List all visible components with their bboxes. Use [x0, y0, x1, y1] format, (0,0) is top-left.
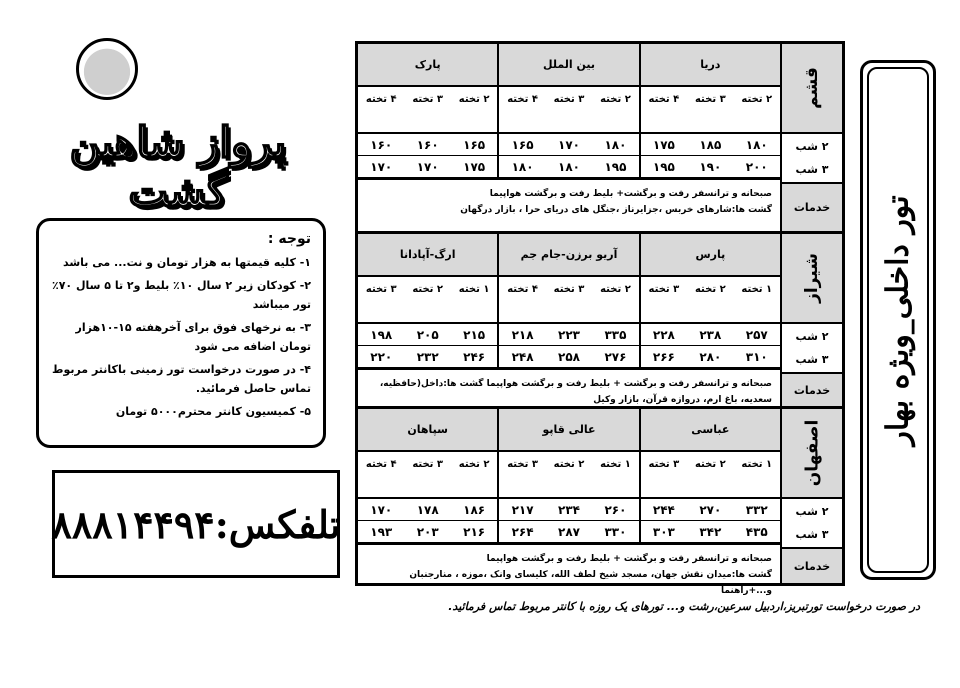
price-cell: ۲۲۰: [370, 350, 393, 364]
bed-type: ۴ تخته: [365, 459, 397, 470]
price-group: [497, 521, 638, 542]
price-cell: ۱۷۵: [652, 138, 675, 152]
bed-type-row: [358, 452, 780, 499]
price-row-3-nights: [358, 521, 780, 543]
bed-type: ۱ تخته: [741, 284, 773, 295]
price-group: [358, 346, 497, 367]
price-cell: ۳۰۳: [652, 525, 675, 539]
price-group: [497, 324, 638, 345]
phone-box: [52, 470, 340, 578]
bed-group: [639, 452, 780, 497]
price-cell: ۲۰۵: [416, 328, 439, 342]
services-line: گشت ها:میدان نقش جهان، مسجد شیخ لطف الله، کلیسای وانک ،موزه ، منارجنبان و...+راهنما: [409, 570, 772, 596]
note-item: ۲- کودکان زیر ۲ سال ۱۰٪ بلیط و۲ تا ۵ سال ۷۰٪ تور میباشد: [51, 279, 311, 311]
price-cell: ۲۸۰: [699, 350, 722, 364]
note-item: ۱- کلیه قیمتها به هزار تومان و نت... می باشد: [63, 256, 311, 269]
price-group: [639, 156, 780, 177]
price-cell: ۲۱۵: [463, 328, 486, 342]
price-group: [358, 499, 497, 520]
section-body: [358, 409, 780, 596]
bed-group: [358, 277, 497, 322]
city-section: [358, 409, 842, 596]
phone-number: تلفکس:۸۸۸۱۴۴۹۴: [51, 501, 341, 547]
price-row-2-nights: [358, 134, 780, 156]
bed-type-row: [358, 87, 780, 134]
price-cell: ۱۷۰: [558, 138, 580, 152]
price-cell: ۱۸۰: [511, 160, 534, 174]
city-name: قشم: [802, 67, 823, 109]
bed-group: [358, 452, 497, 497]
price-group: [358, 156, 497, 177]
bed-type: ۳ تخته: [412, 459, 444, 470]
note-item: ۵- کمیسیون کانتر محترم۵۰۰۰ تومان: [115, 405, 311, 418]
night3-label: ۳ شب: [795, 163, 829, 176]
price-cell: ۲۲۳: [558, 328, 580, 342]
hotel-name: آریو برزن-جام جم: [497, 234, 638, 275]
bed-type: ۲ تخته: [412, 284, 444, 295]
services-cell: [358, 178, 780, 224]
price-cell: ۳۳۵: [604, 328, 627, 342]
services-label: خدمات: [782, 547, 842, 583]
price-cell: ۱۸۵: [699, 138, 722, 152]
bed-type: ۲ تخته: [553, 459, 585, 470]
notes-title: توجه :: [267, 231, 311, 247]
price-group: [639, 324, 780, 345]
price-group: [358, 324, 497, 345]
hotel-name: بین الملل: [497, 44, 638, 85]
city-column: [780, 409, 842, 583]
price-cell: ۱۹۵: [652, 160, 675, 174]
bed-group: [497, 87, 638, 132]
price-cell: ۱۶۰: [370, 138, 393, 152]
note-item: ۳- به نرخهای فوق برای آخرهفته ۱۵-۱۰هزار تومان اضافه می شود: [75, 321, 311, 353]
price-cell: ۱۸۰: [604, 138, 627, 152]
price-group: [639, 521, 780, 542]
bed-type: ۲ تخته: [694, 459, 726, 470]
hotel-row: [358, 409, 780, 452]
footer-note: در صورت درخواست تورتبریز،اردبیل سرعین،رشت و... تورهای یک روزه با کانتر مربوط تماس فرمائید.: [448, 600, 920, 613]
price-cell: ۱۶۵: [511, 138, 534, 152]
price-cell: ۲۴۴: [652, 503, 675, 517]
price-cell: ۲۴۶: [463, 350, 486, 364]
services-label: خدمات: [782, 372, 842, 406]
bed-type: ۳ تخته: [648, 459, 680, 470]
pricing-table: [355, 41, 845, 596]
company-logo-icon: [76, 38, 138, 100]
hotel-name: پارک: [358, 44, 497, 85]
bed-type: ۱ تخته: [600, 459, 631, 470]
price-cell: ۲۴۸: [511, 350, 534, 364]
price-cell: ۲۲۸: [652, 328, 675, 342]
price-group: [358, 521, 497, 542]
price-group: [497, 134, 638, 155]
price-cell: ۱۸۰: [558, 160, 580, 174]
bed-group: [497, 277, 638, 322]
price-row-2-nights: [358, 324, 780, 346]
price-cell: ۱۶۰: [416, 138, 439, 152]
night3-label: ۳ شب: [795, 353, 829, 366]
tour-banner-title: تور داخلی_ویژه بهار: [880, 194, 916, 446]
price-cell: ۲۸۷: [558, 525, 580, 539]
price-cell: ۱۹۰: [699, 160, 722, 174]
price-cell: ۲۰۰: [745, 160, 768, 174]
bed-type: ۳ تخته: [553, 284, 585, 295]
night2-label: ۲ شب: [795, 140, 829, 153]
city-column: [780, 234, 842, 406]
city-section: [358, 234, 842, 409]
hotel-name: عباسی: [639, 409, 780, 450]
bed-type: ۳ تخته: [553, 94, 585, 105]
price-row-3-nights: [358, 156, 780, 178]
city-name: اصفهان: [801, 419, 822, 487]
bed-type: ۳ تخته: [648, 284, 680, 295]
price-group: [639, 134, 780, 155]
price-cell: ۱۶۵: [463, 138, 486, 152]
note-item: ۴- در صورت درخواست تور زمینی باکانتر مربوط تماس حاصل فرمائید.: [52, 363, 311, 395]
price-cell: ۱۸۶: [463, 503, 486, 517]
price-cell: ۲۱۶: [463, 525, 486, 539]
city-name: شیراز: [802, 253, 823, 303]
price-group: [639, 499, 780, 520]
night2-label: ۲ شب: [795, 330, 829, 343]
price-cell: ۲۶۴: [511, 525, 534, 539]
bed-type: ۴ تخته: [365, 94, 397, 105]
price-cell: ۱۹۸: [370, 328, 393, 342]
hotel-name: عالی قاپو: [497, 409, 638, 450]
bed-type: ۳ تخته: [507, 459, 538, 470]
bed-type: ۱ تخته: [458, 284, 490, 295]
section-body: [358, 44, 780, 231]
bed-group: [639, 277, 780, 322]
price-cell: ۲۳۲: [416, 350, 439, 364]
price-cell: ۱۹۵: [604, 160, 627, 174]
bed-type: ۲ تخته: [458, 459, 490, 470]
hotel-name: ارگ-آپادانا: [358, 234, 497, 275]
bed-type: ۴ تخته: [648, 94, 680, 105]
price-cell: ۲۳۸: [699, 328, 722, 342]
price-cell: ۲۰۳: [416, 525, 439, 539]
price-cell: ۱۷۰: [416, 160, 439, 174]
hotel-name: پارس: [639, 234, 780, 275]
price-row-3-nights: [358, 346, 780, 368]
bed-type: ۲ تخته: [458, 94, 490, 105]
price-cell: ۱۹۳: [370, 525, 393, 539]
price-cell: ۲۵۸: [558, 350, 580, 364]
tour-banner-inner: [867, 67, 929, 573]
price-group: [497, 346, 638, 367]
services-line: صبحانه و ترانسفر رفت و برگشت+ بلیط رفت و برگشت هواپیما: [489, 189, 772, 199]
price-cell: ۱۷۸: [416, 503, 439, 517]
hotel-name: سپاهان: [358, 409, 497, 450]
hotel-row: [358, 44, 780, 87]
price-group: [639, 346, 780, 367]
bed-type: ۳ تخته: [412, 94, 444, 105]
city-section: [358, 44, 842, 234]
price-cell: ۲۳۴: [558, 503, 580, 517]
city-name-cell: [782, 409, 842, 499]
bed-type-row: [358, 277, 780, 324]
night2-label: ۲ شب: [795, 505, 829, 518]
price-cell: ۲۷۰: [699, 503, 722, 517]
price-cell: ۳۱۰: [745, 350, 768, 364]
bed-type: ۴ تخته: [507, 94, 538, 105]
bed-type: ۲ تخته: [600, 284, 631, 295]
city-name-cell: [782, 44, 842, 134]
bed-type: ۲ تخته: [600, 94, 631, 105]
price-cell: ۲۶۰: [604, 503, 627, 517]
price-cell: ۳۴۲: [699, 525, 722, 539]
services-line: صبحانه و ترانسفر رفت و برگشت + بلیط رفت و برگشت هواپیما: [486, 554, 772, 564]
bed-type: ۴ تخته: [507, 284, 538, 295]
notes-box: [36, 218, 326, 448]
bed-type: ۲ تخته: [741, 94, 773, 105]
price-cell: ۳۳۰: [604, 525, 627, 539]
section-body: [358, 234, 780, 406]
brand-name: پرواز شاهین گشت: [69, 118, 287, 216]
bed-group: [639, 87, 780, 132]
price-group: [497, 499, 638, 520]
bed-type: ۱ تخته: [741, 459, 773, 470]
price-row-2-nights: [358, 499, 780, 521]
city-column: [780, 44, 842, 231]
price-cell: ۱۸۰: [745, 138, 768, 152]
services-cell: [358, 543, 780, 605]
price-cell: ۳۳۲: [745, 503, 768, 517]
price-cell: ۱۷۰: [370, 503, 393, 517]
price-cell: ۲۷۶: [604, 350, 627, 364]
price-cell: ۱۷۰: [370, 160, 393, 174]
hotel-row: [358, 234, 780, 277]
price-cell: ۲۱۸: [511, 328, 534, 342]
price-cell: ۲۵۷: [745, 328, 768, 342]
bed-group: [358, 87, 497, 132]
hotel-name: دریا: [639, 44, 780, 85]
city-name-cell: [782, 234, 842, 324]
bed-type: ۳ تخته: [365, 284, 397, 295]
services-line: صبحانه و ترانسفر رفت و برگشت + بلیط رفت و برگشت هواپیما گشت ها:داخل(حافظیه، سعدیه، باغ ارم، دروازه قرآن، بازار وکیل: [379, 379, 772, 405]
price-cell: ۲۶۶: [652, 350, 675, 364]
price-cell: ۴۳۵: [745, 525, 768, 539]
price-cell: ۲۱۷: [511, 503, 534, 517]
night3-label: ۳ شب: [795, 528, 829, 541]
bed-type: ۳ تخته: [694, 94, 726, 105]
price-group: [358, 134, 497, 155]
services-line: گشت ها:شارهای خربس ،جزایرناز ،جنگل های دریای حرا ، بازار درگهان: [460, 205, 772, 215]
bed-group: [497, 452, 638, 497]
price-cell: ۱۷۵: [463, 160, 486, 174]
price-group: [497, 156, 638, 177]
tour-banner: [860, 60, 936, 580]
bed-type: ۲ تخته: [694, 284, 726, 295]
services-label: خدمات: [782, 182, 842, 231]
